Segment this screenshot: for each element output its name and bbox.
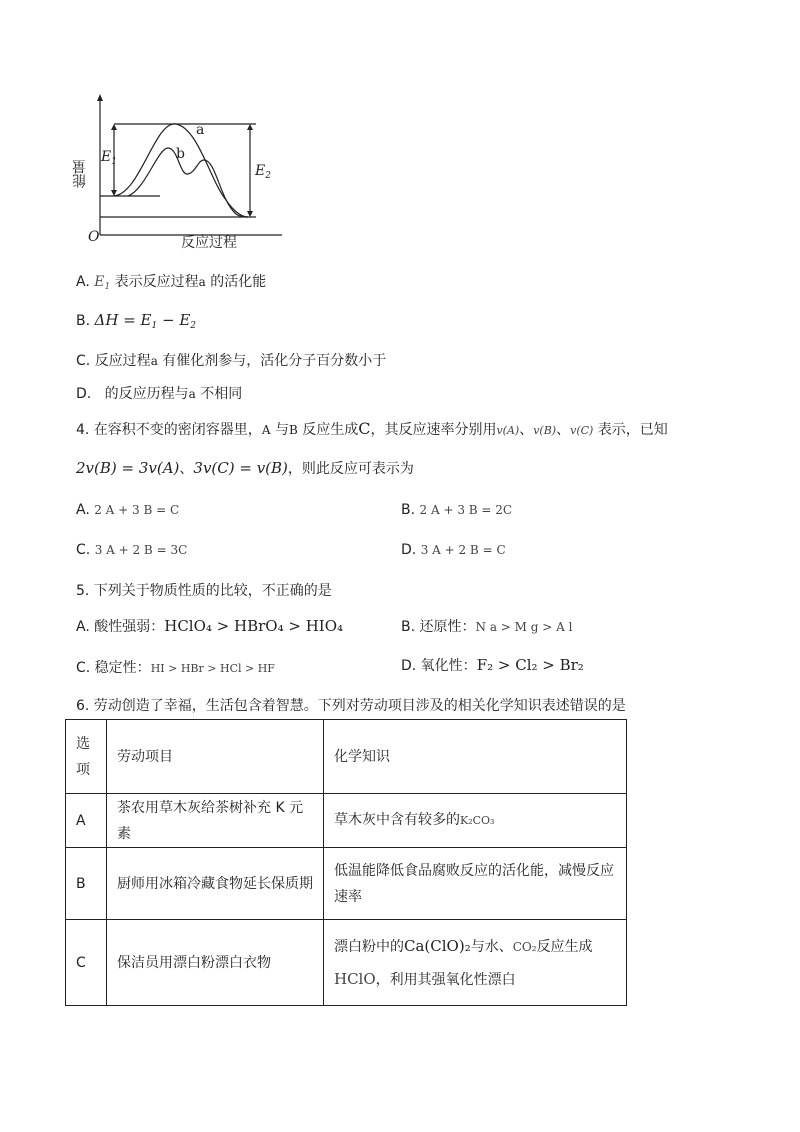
q4-stem-line1: 4. 在容积不变的密闭容器里，A 与B 反应生成C，其反应速率分别用v(A)、v(B)、v(C) 表示，已知 bbox=[76, 419, 668, 438]
q5-option-d: D. 氧化性：F₂ > Cl₂ > Br₂ bbox=[401, 656, 584, 674]
curve-b-label: b bbox=[176, 146, 185, 162]
q3-option-b: B. $\Delta H = E_1 - E_2$ bbox=[76, 311, 197, 331]
origin-label: O bbox=[88, 229, 100, 245]
q5-stem: 5. 下列关于物质性质的比较，不正确的是 bbox=[76, 583, 332, 599]
q4-option-b: B. 2 A + 3 B = 2C bbox=[401, 502, 513, 518]
q5-option-b: B. 还原性：N a > M g > A l bbox=[401, 619, 573, 635]
q3-option-d: D. 的反应历程与a 不相同 bbox=[76, 386, 243, 402]
q4-option-a: A. 2 A + 3 B = C bbox=[76, 502, 180, 518]
table-row bbox=[66, 920, 627, 1006]
header-chem: 化学知识 bbox=[324, 720, 627, 794]
row-a-option: A bbox=[66, 794, 107, 848]
header-labor: 劳动项目 bbox=[107, 720, 324, 794]
y-axis-label: 能量 bbox=[72, 160, 88, 188]
row-b-chem: 低温能降低食品腐败反应的活化能，减慢反应 速率 bbox=[324, 848, 627, 920]
q3-option-a: A. $E_1$ 表示反应过程a 的活化能 bbox=[76, 274, 267, 292]
q3-option-c: C. 反应过程a 有催化剂参与，活化分子百分数小于 bbox=[76, 353, 387, 369]
q4-option-c: C. 3 A + 2 B = 3C bbox=[76, 542, 188, 558]
q6-stem: 6. 劳动创造了幸福，生活包含着智慧。下列对劳动项目涉及的相关化学知识表述错误的是 bbox=[76, 698, 626, 714]
q5-option-a: A. 酸性强弱：HClO₄ > HBrO₄ > HIO₄ bbox=[76, 617, 344, 635]
row-c-chem: 漂白粉中的Ca(ClO)₂与水、CO₂反应生成 HClO，利用其强氧化性漂白 bbox=[324, 920, 627, 1006]
curve-a-label: a bbox=[196, 122, 205, 138]
row-c-labor: 保洁员用漂白粉漂白衣物 bbox=[107, 920, 324, 1006]
q5-option-c: C. 稳定性：HI > HBr > HCl > HF bbox=[76, 660, 275, 676]
x-axis-label: 反应过程 bbox=[181, 235, 237, 251]
row-b-option: B bbox=[66, 848, 107, 920]
row-a-labor: 茶农用草木灰给茶树补充 K 元素 bbox=[107, 794, 324, 848]
e1-label: $E_1$ bbox=[101, 149, 117, 167]
table-row bbox=[66, 848, 627, 920]
e2-label: $E_2$ bbox=[255, 163, 271, 181]
row-b-labor: 厨师用冰箱冷藏食物延长保质期 bbox=[107, 848, 324, 920]
q4-stem-line2: 2v(B) = 3v(A)、3v(C) = v(B)，则此反应可表示为 bbox=[76, 459, 414, 477]
table-row bbox=[66, 794, 627, 848]
header-option: 选 项 bbox=[66, 720, 107, 794]
q4-option-d: D. 3 A + 2 B = C bbox=[401, 542, 506, 558]
row-c-option: C bbox=[66, 920, 107, 1006]
table-header-row bbox=[66, 720, 627, 794]
labor-chemistry-table bbox=[65, 719, 627, 1006]
row-a-chem: 草木灰中含有较多的K₂CO₃ bbox=[324, 794, 627, 848]
